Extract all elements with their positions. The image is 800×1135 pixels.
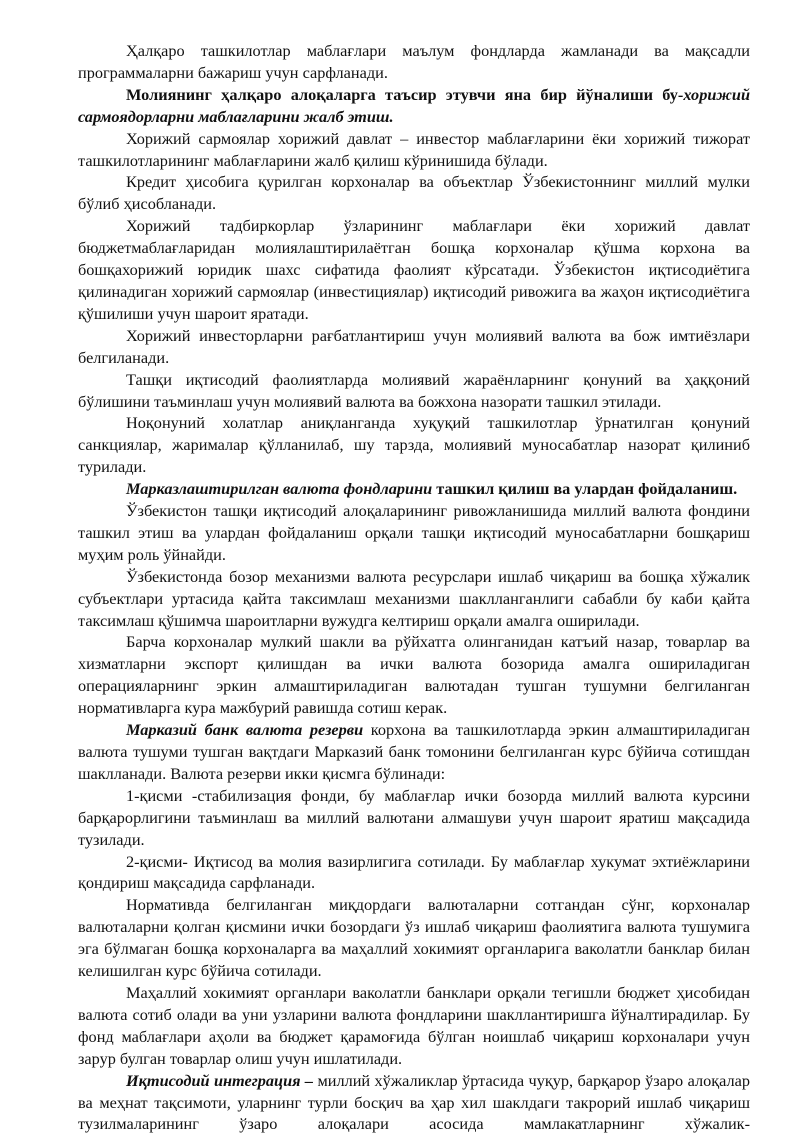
paragraph xyxy=(78,894,750,982)
paragraph-text: Нормативда белгиланган миқдордаги валюталарни сотгандан сўнг, корхоналар валюталарни қолган қисмини ички бозордаги ўз ишлаб чиқариш фаолиятига валюта тушумига эга бўлмаган бошқа корхоналарга ва маҳаллий хокимият органларига ваколатли банклар билан келишилган курс бўйича сотилади. xyxy=(78,895,750,981)
emphasized-text: Иқтисодий интеграция – xyxy=(126,1070,314,1090)
emphasized-text: Молиянинг ҳалқаро алоқаларга таъсир этувчи яна бир йўналиши бу- xyxy=(126,84,684,104)
paragraph xyxy=(78,719,750,785)
paragraph-text: Хорижий инвесторларни рағбатлантириш учун молиявий валюта ва бож имтиёзлари белгиланади. xyxy=(78,325,750,367)
paragraph-text: миллий хўжаликлар ўртасида чуқур, барқарор ўзаро алоқалар ва меҳнат тақсимоти, уларнинг турли босқич ва ҳар хил шаклдаги такрорий ишлаб чиқариш тузилмаларининг ўзаро алоқалари асосида мамлакатларнинг хўжалик- xyxy=(78,1070,750,1134)
paragraph-text: Ташқи иқтисодий фаолиятларда молиявий жараёнларнинг қонуний ва ҳаққоний бўлишини таъминлаш учун молиявий валюта ва божхона назорати ташкил этилади. xyxy=(78,369,750,411)
emphasized-text: Марказий банк валюта резерви xyxy=(126,720,364,740)
paragraph xyxy=(78,84,750,128)
paragraph-text: корхона ва ташкилотларда эркин алмаштириладиган валюта тушуми тушган вақтдаги Марказий банк томонини белгиланган курс бўйича сотишдан шаклланади. Валюта резерви икки қисмга бўлинади: xyxy=(78,720,750,783)
paragraph-text: 1-қисми -стабилизация фонди, бу маблағлар ички бозорда миллий валюта курсини барқарорлигини таъминлаш ва миллий валютани алмашуви учун шароит яратиш мақсадида тузилади. xyxy=(78,785,750,849)
paragraph xyxy=(78,851,750,895)
paragraph-text: Ўзбекистон ташқи иқтисодий алоқаларининг ривожланишида миллий валюта фондини ташкил этиш ва улардан фойдаланиш орқали ташқи иқтисодий муносабатларни бошқариш муҳим роль ўйнайди. xyxy=(78,501,750,564)
paragraph xyxy=(78,171,750,215)
paragraph xyxy=(78,40,750,84)
paragraph xyxy=(78,128,750,172)
paragraph xyxy=(78,500,750,566)
emphasized-text: Марказлаштирилган валюта фондларини xyxy=(126,479,433,499)
paragraph xyxy=(78,369,750,413)
paragraph xyxy=(78,478,750,500)
paragraph-text: Барча корхоналар мулкий шакли ва рўйхатга олинганидан катъий назар, товарлар ва хизматларни экспорт қилишдан ва ички валюта бозорида амалга ошириладиган операцияларнинг эркин алмаштириладиган валютадан тушган тушумни белгиланган нормативларга кура мажбурий равишда сотиш керак. xyxy=(78,632,750,718)
paragraph-text: Ҳалқаро ташкилотлар маблағлари маълум фондларда жамланади ва мақсадли программаларни бажариш учун сарфланади. xyxy=(78,41,750,82)
paragraph xyxy=(78,785,750,851)
paragraph-text: 2-қисми- Иқтисод ва молия вазирлигига сотилади. Бу маблағлар хукумат эхтиёжларини қондириш мақсадида сарфланади. xyxy=(78,851,750,893)
paragraph xyxy=(78,215,750,325)
paragraph-text: Хорижий сармоялар хорижий давлат – инвестор маблағларини ёки хорижий тижорат ташкилотларининг маблағларини жалб қилиш кўринишида бўлади. xyxy=(78,128,750,170)
paragraph-text: Ўзбекистонда бозор механизми валюта ресурслари ишлаб чиқариш ва бошқа хўжалик субъектлари уртасида қайта таксимлаш механизми шаклланганлиги сабабли бу каби қайта таксимлаш қўшимча шароитларни вужудга келтириш орқали амалга оширилади. xyxy=(78,566,750,630)
emphasized-text: хорижий сармоядорларни маблағларини жалб этиш. xyxy=(78,84,750,126)
paragraph xyxy=(78,982,750,1070)
paragraph xyxy=(78,325,750,369)
paragraph xyxy=(78,631,750,719)
emphasized-text: ташкил қилиш ва улардан фойдаланиш. xyxy=(432,479,738,499)
paragraph-text: Ноқонуний холатлар аниқланганда хуқуқий ташкилотлар ўрнатилган қонуний санкциялар, жарималар қўлланилаб, шу тарзда, молиявий муносабатлар назорат қилиниб турилади. xyxy=(78,413,750,477)
paragraph-text: Хорижий тадбиркорлар ўзларининг маблағлари ёки хорижий давлат бюджетмаблағларидан молиялаштирилаётган бошқа корхоналар қўшма корхона ва бошқахорижий юридик шахс сифатида фаолият кўрсатади. Ўзбекистон иқтисодиётига қилинадиган хорижий сармоялар (инвестициялар) иқтисодий ривожига ва жаҳон иқтисодиётига қўшилиши учун шароит яратади. xyxy=(78,216,750,323)
paragraph xyxy=(78,1070,750,1135)
paragraph-text: Кредит ҳисобига қурилган корхоналар ва объектлар Ўзбекистоннинг миллий мулки бўлиб ҳисобланади. xyxy=(78,172,750,214)
paragraph xyxy=(78,566,750,632)
paragraph-text: Маҳаллий хокимият органлари ваколатли банклари орқали тегишли бюджет ҳисобидан валюта сотиб олади ва уни узларини валюта фондларини шакллантиришга йўналтирадилар. Бу фонд маблағлари аҳоли ва бюджет қарамоғида бўлган ноишлаб чиқариш корхоналари учун зарур булган товарлар олиш учун ишлатилади. xyxy=(78,982,750,1068)
paragraph xyxy=(78,412,750,478)
document-body xyxy=(78,40,750,1135)
